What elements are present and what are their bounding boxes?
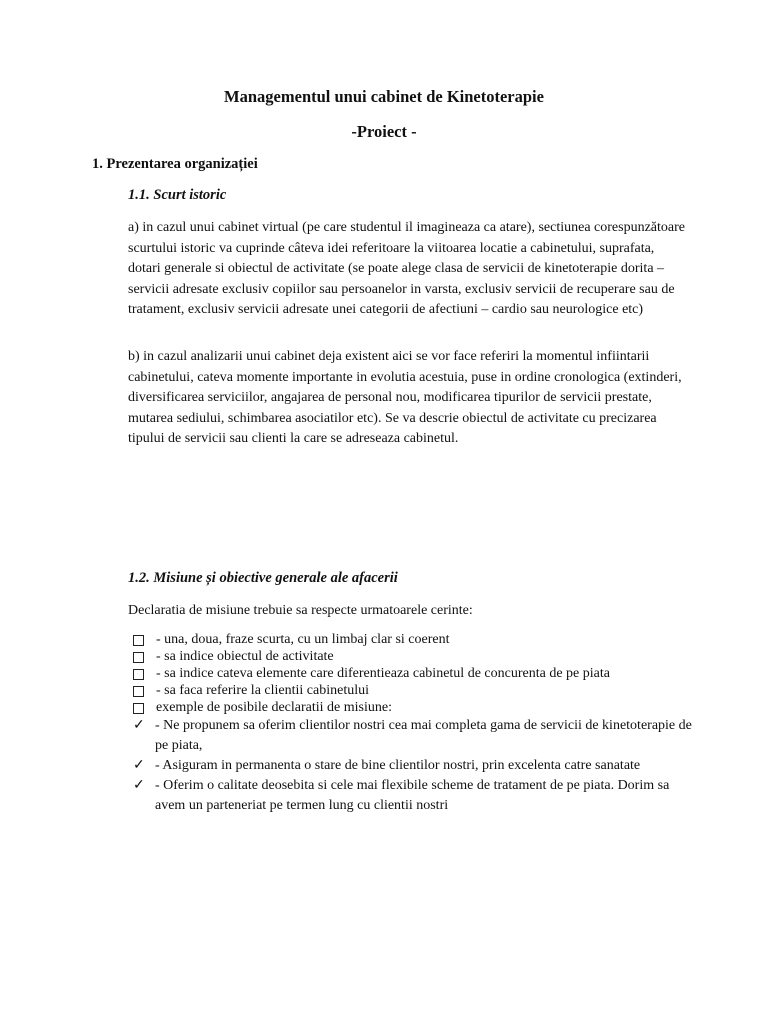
checkbox-bullet-icon: [133, 669, 144, 680]
list-item: [133, 716, 693, 756]
checkbox-bullet-icon: [133, 686, 144, 697]
section-heading-1: 1. Prezentarea organizației: [92, 156, 258, 172]
list-item: [133, 648, 693, 665]
list-item-text: - Asiguram in permanenta o stare de bine clientilor nostri, prin excelenta catre sanatate: [155, 758, 641, 773]
list-item-text: exemple de posibile declaratii de misiune:: [156, 700, 392, 715]
checkmark-icon: ✓: [133, 718, 145, 733]
checkmark-icon: ✓: [133, 758, 145, 773]
paragraph-b: b) in cazul analizarii unui cabinet deja existent aici se vor face referiri la momentul infiintarii cabinetului, cateva momente importante in evolutia acestuia, puse in ordine cronologica (extinderi, diversificarea serviciilor, angajarea de personal nou, modificarea tipurilor de servicii prestate, mutarea sediului, schimbarea asociatilor etc). Se va descrie obiectul de activitate cu precizarea tipului de servicii sau clienti la care se adreseaza cabinetul.: [128, 349, 682, 446]
mission-intro: Declaratia de misiune trebuie sa respecte urmatoarele cerinte:: [128, 603, 473, 618]
list-item-text: - sa indice cateva elemente care diferentieaza cabinetul de concurenta de pe piata: [156, 666, 610, 681]
subsection-heading-1-2: 1.2. Misiune și obiective generale ale afacerii: [128, 570, 398, 586]
document-title: Managementul unui cabinet de Kinetoterapie: [224, 87, 544, 106]
subsection-heading-1-1: 1.1. Scurt istoric: [128, 187, 227, 203]
list-item-text: - Ne propunem sa oferim clientilor nostri cea mai completa gama de servicii de kinetoterapie de pe piata,: [155, 718, 692, 753]
list-item-text: - una, doua, fraze scurta, cu un limbaj clar si coerent: [156, 632, 450, 647]
list-item: [133, 776, 693, 816]
list-item-text: - sa indice obiectul de activitate: [156, 649, 334, 664]
document-subtitle: -Proiect -: [351, 122, 417, 141]
checkbox-bullet-icon: [133, 635, 144, 646]
list-item-text: - Oferim o calitate deosebita si cele mai flexibile scheme de tratament de pe piata. Dorim sa avem un parteneriat pe termen lung cu clientii nostri: [155, 778, 670, 813]
list-item: [133, 682, 693, 699]
list-item: [133, 665, 693, 682]
paragraph-a: a) in cazul unui cabinet virtual (pe care studentul il imagineaza ca atare), sectiunea corespunzătoare scurtului istoric va cuprinde câteva idei referitoare la viitoarea locatie a cabinetului, suprafata, dotari generale si obiectul de activitate (se poate alege clasa de servicii de kinetoterapie dorita – servicii adresate exclusiv copiilor sau persoanelor in varsta, exclusiv servicii de recuperare sau de tratament, exclusiv servicii adresate unei categorii de afectiuni – cardio sau neurologice etc): [128, 220, 685, 317]
checkmark-icon: ✓: [133, 778, 145, 793]
list-item: [133, 699, 693, 716]
requirements-list: [133, 631, 693, 816]
list-item: [133, 631, 693, 648]
checkbox-bullet-icon: [133, 652, 144, 663]
list-item: [133, 756, 693, 776]
list-item-text: - sa faca referire la clientii cabinetului: [156, 683, 369, 698]
checkbox-bullet-icon: [133, 703, 144, 714]
